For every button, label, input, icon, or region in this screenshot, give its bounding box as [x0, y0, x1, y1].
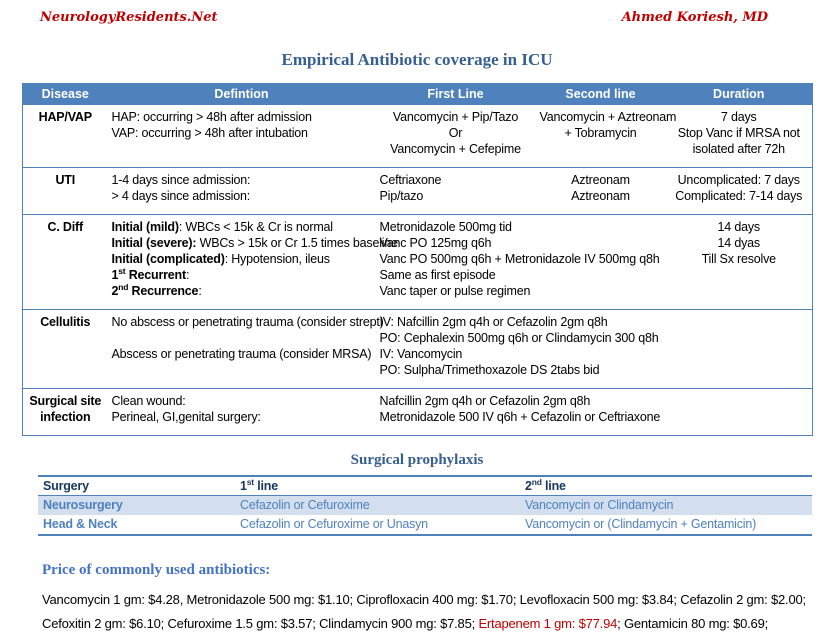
cell-first-line [376, 105, 536, 168]
text-line [380, 267, 662, 283]
text-segment: Neurosurgery [43, 498, 123, 512]
price-heading: Price of commonly used antibiotics: [42, 562, 271, 578]
text-line [112, 219, 372, 235]
cell-disease [23, 215, 108, 310]
text-segment: ; Gentamicin 80 mg: $0.69; [617, 616, 769, 631]
cell-definition [108, 215, 398, 310]
cell-second-line [536, 105, 677, 168]
text-line [112, 188, 372, 204]
text-segment: Aztreonam [571, 173, 630, 187]
column-header: Second line [536, 84, 666, 105]
text-segment: Cefoxitin 2 gm: $6.10; Cefuroxime 1.5 gm: $3.57; Clindamycin 900 mg: $7.85; [42, 616, 479, 631]
column-header [520, 476, 812, 496]
icu-antibiotic-table [22, 83, 813, 436]
text-segment: Till Sx resolve [701, 252, 776, 266]
text-segment: Aztreonam [571, 189, 630, 203]
table-row [38, 496, 812, 516]
text-segment: 1 [240, 479, 247, 493]
text-segment: Uncomplicated: 7 days [677, 173, 800, 187]
text-segment: Initial (mild) [111, 220, 179, 234]
text-segment: PO: Sulpha/Trimethoxazole DS 2tabs bid [379, 363, 600, 377]
text-segment: line [253, 479, 278, 493]
text-segment: Cellulitis [40, 315, 91, 329]
text-segment: 1 [111, 268, 119, 282]
table-row [23, 168, 813, 215]
text-segment: Metronidazole 500 IV q6h + Cefazolin or Ceftriaxone [379, 410, 661, 424]
text-line [670, 141, 809, 157]
table-header-row [38, 476, 812, 496]
text-line [380, 235, 662, 251]
text-line [670, 219, 809, 235]
text-line [112, 283, 372, 299]
text-segment: Vancomycin + Pip/Tazo [392, 110, 519, 124]
text-line [27, 393, 104, 409]
text-line [380, 362, 662, 378]
text-segment: Cefazolin or Cefuroxime [240, 498, 370, 512]
text-line [539, 109, 677, 125]
text-segment: Recurrence [128, 284, 199, 298]
table-row [38, 515, 812, 535]
cell-surgery [38, 515, 235, 535]
cell-disease [23, 168, 108, 215]
text-segment: Initial (severe): [111, 236, 197, 250]
text-line [380, 409, 662, 425]
text-segment: isolated after 72h [692, 142, 785, 156]
cell-first-line [376, 168, 536, 215]
text-line [111, 314, 384, 330]
text-segment: Abscess or penetrating trauma (consider MRSA) [111, 347, 372, 361]
text-line [380, 141, 532, 157]
text-line [380, 125, 532, 141]
cell-first-line [376, 389, 666, 436]
table-row [23, 389, 813, 436]
cell-surgery [38, 496, 235, 516]
column-header: Duration [666, 84, 813, 105]
highlighted-text: Ertapenem 1 gm: $77.94 [478, 616, 618, 631]
text-line [380, 393, 662, 409]
text-segment: WBCs > 15k or Cr 1.5 times baseline [196, 236, 398, 250]
cell-duration [666, 310, 813, 389]
text-line [380, 251, 662, 267]
text-segment: Vancomycin + Aztreonam [539, 110, 677, 124]
text-segment: 14 days [717, 220, 760, 234]
text-line [540, 125, 662, 141]
table-header-row [23, 84, 813, 105]
text-segment: Head & Neck [43, 517, 118, 531]
prophylaxis-title: Surgical prophylaxis [350, 452, 484, 468]
cell-definition [108, 105, 376, 168]
cell-second-line [520, 515, 812, 535]
text-segment: Vancomycin or (Clindamycin + Gentamicin) [525, 517, 757, 531]
text-line [112, 346, 372, 362]
text-segment: Pip/tazo [379, 189, 424, 203]
text-segment: st [246, 476, 254, 487]
text-segment: Metronidazole 500mg tid [379, 220, 512, 234]
text-segment: Vanc taper or pulse regimen [379, 284, 531, 298]
text-line [670, 188, 809, 204]
text-segment: 2 [525, 479, 532, 493]
text-segment: nd [531, 476, 542, 487]
column-header [235, 476, 520, 496]
page-header [0, 0, 834, 25]
text-line [380, 172, 532, 188]
text-segment: infection [40, 410, 91, 424]
text-line [112, 109, 372, 125]
text-segment: : [185, 268, 190, 282]
text-segment: IV: Nafcillin 2gm q4h or Cefazolin 2gm q8h [379, 315, 608, 329]
text-segment: Surgical site [29, 394, 102, 408]
text-line [670, 235, 809, 251]
text-line [670, 109, 809, 125]
cell-duration [666, 168, 813, 215]
text-segment: > 4 days since admission: [111, 189, 250, 203]
text-line [112, 267, 372, 283]
text-segment: No abscess or penetrating trauma (consider strept) [111, 315, 384, 329]
text-line [540, 188, 662, 204]
cell-disease [23, 310, 108, 389]
text-segment: : [198, 284, 202, 298]
cell-first-line [235, 496, 520, 516]
text-line [380, 283, 662, 299]
text-segment: 7 days [720, 110, 757, 124]
text-segment: 2 [111, 284, 119, 298]
text-segment: Recurrent [125, 268, 186, 282]
text-segment: Perineal, GI,genital surgery: [111, 410, 261, 424]
text-line [670, 172, 809, 188]
text-segment: C. Diff [47, 220, 83, 234]
text-segment: Cefazolin or Cefuroxime or Unasyn [240, 517, 428, 531]
page-title: Empirical Antibiotic coverage in ICU [281, 50, 553, 69]
text-line [112, 330, 372, 346]
text-line [670, 251, 809, 267]
text-segment: UTI [55, 173, 76, 187]
text-segment: Vancomycin 1 gm: $4.28, Metronidazole 500 mg: $1.10; Ciprofloxacin 400 mg: $1.70; Levofloxacin 500 mg: $3.84; Cefazolin 2 gm: $2.00; [42, 592, 806, 607]
text-line [380, 109, 532, 125]
cell-second-line [536, 168, 666, 215]
cell-disease [23, 389, 108, 436]
text-segment: Complicated: 7-14 days [675, 189, 803, 203]
column-header: Defintion [108, 84, 376, 105]
cell-definition [108, 389, 376, 436]
text-line [540, 172, 662, 188]
text-segment: Stop Vanc if MRSA not [677, 126, 800, 140]
cell-first-line [376, 310, 666, 389]
text-line [380, 219, 662, 235]
cell-second-line [520, 496, 812, 516]
text-segment [112, 331, 115, 345]
text-line [380, 346, 662, 362]
cell-disease [23, 105, 108, 168]
price-line [42, 612, 834, 636]
text-line [27, 409, 104, 425]
text-line [112, 393, 372, 409]
text-segment: Vanc PO 500mg q6h + Metronidazole IV 500mg q8h [379, 252, 660, 266]
price-line [42, 588, 834, 612]
text-segment: Or [448, 126, 463, 140]
text-segment: Vanc PO 125mg q6h [379, 236, 492, 250]
text-segment: nd [118, 281, 129, 292]
text-segment: Vancomycin + Cefepime [390, 142, 521, 156]
text-segment: : Hypotension, ileus [224, 252, 330, 266]
text-line [112, 409, 372, 425]
text-line [670, 125, 809, 141]
cell-first-line [235, 515, 520, 535]
text-line [111, 235, 398, 251]
text-line [112, 251, 372, 267]
surgical-prophylaxis-table [38, 475, 812, 536]
cell-definition [108, 310, 384, 389]
text-segment: HAP: occurring > 48h after admission [111, 110, 312, 124]
table-row [23, 215, 813, 310]
text-segment: line [541, 479, 566, 493]
cell-definition [108, 168, 376, 215]
text-segment: HAP/VAP [38, 110, 92, 124]
text-line [27, 314, 104, 330]
cell-duration [666, 215, 813, 310]
text-line [27, 219, 104, 235]
column-header [38, 476, 235, 496]
text-line [27, 172, 104, 188]
text-segment: 14 dyas [717, 236, 760, 250]
cell-duration [666, 389, 813, 436]
author-text: Ahmed Koriesh, MD [621, 10, 768, 25]
brand-text: NeurologyResidents.Net [40, 10, 218, 25]
text-line [112, 125, 372, 141]
text-line [380, 314, 662, 330]
text-segment: : WBCs < 15k & Cr is normal [178, 220, 333, 234]
text-segment: Ceftriaxone [379, 173, 442, 187]
text-segment: PO: Cephalexin 500mg q6h or Clindamycin 300 q8h [379, 331, 659, 345]
column-header: Disease [23, 84, 108, 105]
text-segment: Clean wound: [111, 394, 186, 408]
text-line [112, 172, 372, 188]
text-segment: Same as first episode [379, 268, 496, 282]
text-line [380, 330, 662, 346]
table-row [23, 105, 813, 168]
text-line [27, 109, 104, 125]
text-segment: Initial (complicated) [111, 252, 225, 266]
cell-duration [666, 105, 813, 168]
text-line [380, 188, 532, 204]
column-header: First Line [376, 84, 536, 105]
table-row [23, 310, 813, 389]
text-segment: + Tobramycin [564, 126, 637, 140]
text-segment: Nafcillin 2gm q4h or Cefazolin 2gm q8h [379, 394, 591, 408]
text-segment: VAP: occurring > 48h after intubation [111, 126, 308, 140]
text-segment: IV: Vancomycin [379, 347, 463, 361]
text-segment: 1-4 days since admission: [111, 173, 251, 187]
text-segment: st [118, 265, 126, 276]
text-segment: Surgery [43, 479, 89, 493]
text-segment: Vancomycin or Clindamycin [525, 498, 674, 512]
cell-first-line [376, 215, 666, 310]
